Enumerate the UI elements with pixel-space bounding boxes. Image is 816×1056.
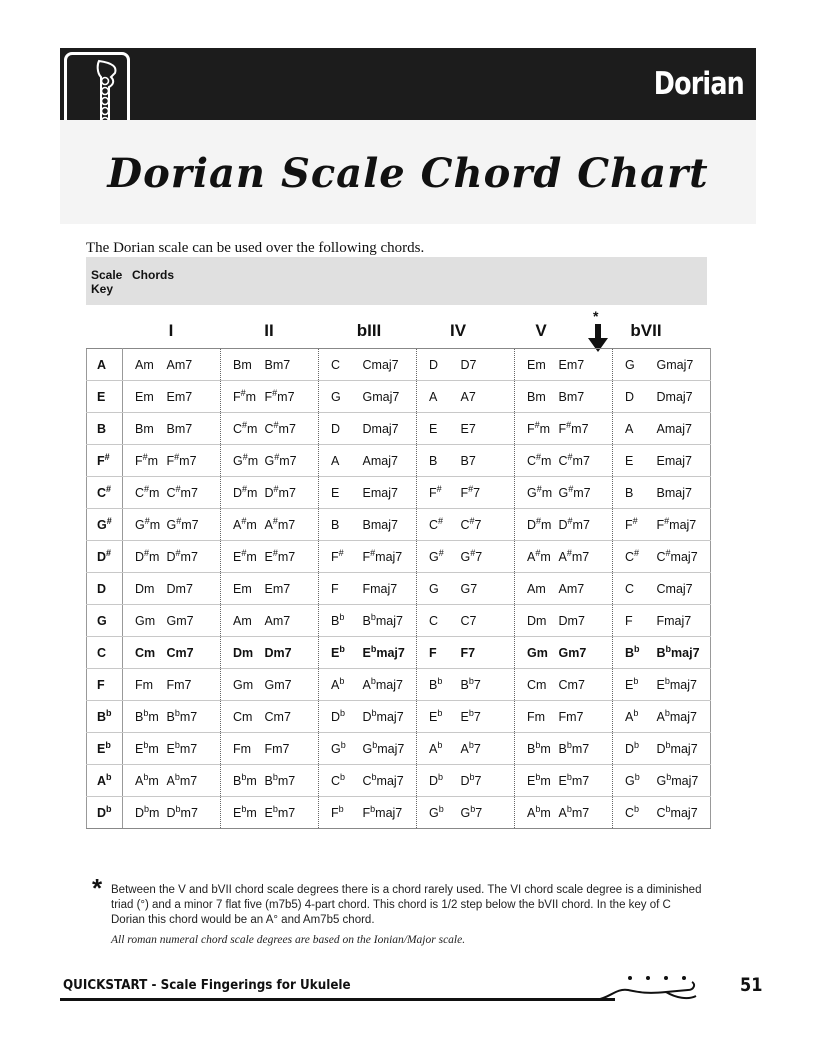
chord-cell: C#m <box>221 413 265 445</box>
chord-cell: Gmaj7 <box>363 381 417 413</box>
chord-cell: Em <box>515 349 559 381</box>
page-number: 51 <box>740 974 763 996</box>
table-row <box>87 669 711 701</box>
chord-cell: G#m <box>123 509 167 541</box>
chord-cell: $D^bm7$ <box>167 797 221 829</box>
chord-cell: $G^b7$ <box>461 797 515 829</box>
chord-cell: C#m <box>515 445 559 477</box>
chord-cell: F <box>319 573 363 605</box>
chord-cell: B <box>417 445 461 477</box>
chord-cell: Gm <box>123 605 167 637</box>
chord-cell: Emaj7 <box>657 445 711 477</box>
chord-cell: $C^b$ <box>319 765 363 797</box>
chord-cell: $G^b$ <box>319 733 363 765</box>
chord-cell: F#m <box>123 445 167 477</box>
chord-cell: $B^bm7$ <box>559 733 613 765</box>
chord-cell: F#m7 <box>167 445 221 477</box>
chord-cell: Dmaj7 <box>363 413 417 445</box>
chord-cell: $G^b$ <box>417 797 461 829</box>
chord-cell: D#m <box>123 541 167 573</box>
chord-cell: $B^bm$ <box>221 765 265 797</box>
chord-cell: $G^bmaj7$ <box>363 733 417 765</box>
chord-cell: G#m7 <box>167 509 221 541</box>
table-row <box>87 349 711 381</box>
scale-key: G <box>87 605 123 637</box>
chord-cell: $A^b$ <box>417 733 461 765</box>
scale-key-label <box>91 268 127 296</box>
chord-cell: Bm <box>123 413 167 445</box>
footnote-text: Between the V and bVII chord scale degrees there is a chord rarely used. The VI chord scale degree is a diminished triad (°) and a minor 7 flat five (m7b5) 4-part chord. This chord is 1/2 step below the bVII chord. In the key of C Dorian this chord would be an A° and Am7b5 chord. <box>111 884 702 926</box>
chord-cell: C#maj7 <box>657 541 711 573</box>
chord-cell: $D^bm$ <box>123 797 167 829</box>
chord-cell: Dm <box>123 573 167 605</box>
chord-cell: A7 <box>461 381 515 413</box>
chord-cell: $D^bmaj7$ <box>363 701 417 733</box>
section-title: Dorian <box>653 66 744 102</box>
chord-cell: $C^bmaj7$ <box>657 797 711 829</box>
chord-cell: G#m <box>515 477 559 509</box>
chord-cell: Em7 <box>559 349 613 381</box>
chord-cell: Am <box>515 573 559 605</box>
chord-cell: $B^b$ <box>613 637 657 669</box>
chord-cell: Dm <box>221 637 265 669</box>
chord-cell: Em <box>221 573 265 605</box>
chord-cell: $A^bm7$ <box>559 797 613 829</box>
chord-cell: Em7 <box>167 381 221 413</box>
table-row <box>87 445 711 477</box>
chord-cell: Am7 <box>167 349 221 381</box>
chord-cell: D#m <box>221 477 265 509</box>
chord-table <box>86 348 711 829</box>
chord-cell: A#m <box>515 541 559 573</box>
chord-cell: F# <box>319 541 363 573</box>
chord-cell: $A^bmaj7$ <box>657 701 711 733</box>
chord-cell: C#7 <box>461 509 515 541</box>
chord-cell: E <box>417 413 461 445</box>
chord-cell: Am7 <box>559 573 613 605</box>
chord-cell: F# <box>613 509 657 541</box>
chord-cell: Amaj7 <box>657 413 711 445</box>
ukulele-neck-icon <box>596 970 706 1006</box>
chord-cell: A#m7 <box>559 541 613 573</box>
chord-cell: $G^b$ <box>613 765 657 797</box>
chord-cell: Amaj7 <box>363 445 417 477</box>
chord-cell: Cm7 <box>265 701 319 733</box>
page-title: Dorian Scale Chord Chart <box>107 150 709 197</box>
chord-cell: Bmaj7 <box>657 477 711 509</box>
table-row <box>87 509 711 541</box>
chord-cell: F#maj7 <box>363 541 417 573</box>
chord-cell: C <box>319 349 363 381</box>
chord-cell: Am <box>123 349 167 381</box>
chord-cell: A#m7 <box>265 509 319 541</box>
footer-title: QUICKSTART - Scale Fingerings for Ukulele <box>63 978 351 993</box>
chord-cell: Dmaj7 <box>657 381 711 413</box>
degree-label: II <box>264 321 274 340</box>
chord-cell: $C^b$ <box>613 797 657 829</box>
chord-cell: $E^bmaj7$ <box>363 637 417 669</box>
chord-cell: G7 <box>461 573 515 605</box>
chord-cell: $D^bmaj7$ <box>657 733 711 765</box>
chord-cell: C <box>417 605 461 637</box>
chord-cell: D7 <box>461 349 515 381</box>
chord-cell: F#maj7 <box>657 509 711 541</box>
scale-key: E <box>87 381 123 413</box>
chord-cell: $A^bm7$ <box>167 765 221 797</box>
table-row <box>87 477 711 509</box>
chord-cell: B <box>319 509 363 541</box>
chord-cell: G <box>613 349 657 381</box>
chord-cell: $F^bmaj7$ <box>363 797 417 829</box>
chord-cell: Dm7 <box>559 605 613 637</box>
chord-cell: Fm <box>515 701 559 733</box>
chord-cell: $B^bmaj7$ <box>363 605 417 637</box>
chord-cell: Cm <box>515 669 559 701</box>
header-band <box>60 48 756 120</box>
asterisk-marker: * <box>593 308 599 324</box>
footnote-asterisk: * <box>92 873 103 903</box>
chord-cell: D#m <box>515 509 559 541</box>
chord-cell: $D^b$ <box>319 701 363 733</box>
chord-cell: Bm7 <box>559 381 613 413</box>
chord-cell: $B^b7$ <box>461 669 515 701</box>
chord-cell: $A^bmaj7$ <box>363 669 417 701</box>
chord-cell: D#m7 <box>167 541 221 573</box>
chord-cell: D <box>319 413 363 445</box>
chord-cell: $G^bmaj7$ <box>657 765 711 797</box>
scale-key: D# <box>87 541 123 573</box>
chord-cell: Cmaj7 <box>657 573 711 605</box>
chord-cell: C#m <box>123 477 167 509</box>
chord-cell: Dm <box>515 605 559 637</box>
table-row <box>87 541 711 573</box>
chord-cell: F#m <box>221 381 265 413</box>
chord-cell: F#7 <box>461 477 515 509</box>
chord-cell: Gmaj7 <box>657 349 711 381</box>
chord-cell: Fm <box>221 733 265 765</box>
chord-cell: D <box>613 381 657 413</box>
chord-cell: G#m <box>221 445 265 477</box>
table-row <box>87 605 711 637</box>
chord-cell: $B^bmaj7$ <box>657 637 711 669</box>
chord-cell: A <box>417 381 461 413</box>
chord-cell: Gm7 <box>265 669 319 701</box>
chord-cell: G# <box>417 541 461 573</box>
chord-cell: $F^b$ <box>319 797 363 829</box>
chord-cell: C#m7 <box>167 477 221 509</box>
chord-cell: C# <box>613 541 657 573</box>
table-row <box>87 413 711 445</box>
chord-cell: G#m7 <box>265 445 319 477</box>
chord-cell: Bm <box>221 349 265 381</box>
chord-cell: C7 <box>461 605 515 637</box>
chord-cell: E#m7 <box>265 541 319 573</box>
chord-cell: Bm7 <box>167 413 221 445</box>
chord-cell: B7 <box>461 445 515 477</box>
degree-label: V <box>535 321 547 340</box>
chord-cell: F#m <box>515 413 559 445</box>
scale-key: F# <box>87 445 123 477</box>
chord-cell: Em7 <box>265 573 319 605</box>
chord-cell: $B^bm7$ <box>167 701 221 733</box>
chord-cell: D#m7 <box>559 509 613 541</box>
chord-cell: G <box>319 381 363 413</box>
chord-cell: Cm <box>123 637 167 669</box>
chord-cell: $E^b$ <box>319 637 363 669</box>
chord-cell: G <box>417 573 461 605</box>
chord-cell: $E^bm7$ <box>265 797 319 829</box>
table-row <box>87 797 711 829</box>
chord-cell: Em <box>123 381 167 413</box>
chord-cell: Bmaj7 <box>363 509 417 541</box>
chord-cell: $E^bm$ <box>515 765 559 797</box>
chord-cell: F <box>417 637 461 669</box>
chord-cell: A <box>319 445 363 477</box>
chord-cell: $A^b$ <box>613 701 657 733</box>
scale-key: $B^b$ <box>87 701 123 733</box>
scale-key-text: Scale Key <box>91 268 123 296</box>
scale-key: A <box>87 349 123 381</box>
chord-cell: $B^b$ <box>417 669 461 701</box>
chord-cell: $E^bmaj7$ <box>657 669 711 701</box>
chord-cell: D <box>417 349 461 381</box>
scale-key: $D^b$ <box>87 797 123 829</box>
scale-key: B <box>87 413 123 445</box>
table-row <box>87 701 711 733</box>
chord-cell: E7 <box>461 413 515 445</box>
table-row <box>87 573 711 605</box>
chord-cell: Bm7 <box>265 349 319 381</box>
table-row <box>87 733 711 765</box>
scale-key: F <box>87 669 123 701</box>
chord-cell: $B^bm$ <box>515 733 559 765</box>
chord-cell: $B^bm7$ <box>265 765 319 797</box>
table-row <box>87 765 711 797</box>
chord-cell: $A^b$ <box>319 669 363 701</box>
chord-cell: Bm <box>515 381 559 413</box>
chord-cell: F <box>613 605 657 637</box>
footnote-note: All roman numeral chord scale degrees are based on the Ionian/Major scale. <box>111 934 466 946</box>
chord-cell: Gm7 <box>559 637 613 669</box>
degree-label: bVII <box>630 321 662 340</box>
chord-cell: $E^bm7$ <box>167 733 221 765</box>
table-row <box>87 381 711 413</box>
chord-cell: Fmaj7 <box>363 573 417 605</box>
chord-cell: E#m <box>221 541 265 573</box>
chord-cell: Cm7 <box>167 637 221 669</box>
chord-cell: $B^bm$ <box>123 701 167 733</box>
chord-cell: B <box>613 477 657 509</box>
chord-cell: F7 <box>461 637 515 669</box>
chord-cell: D#m7 <box>265 477 319 509</box>
footer-rule <box>60 998 615 1001</box>
chord-cell: $A^b7$ <box>461 733 515 765</box>
chord-cell: Cm7 <box>559 669 613 701</box>
chord-cell: A <box>613 413 657 445</box>
chord-cell: Gm <box>221 669 265 701</box>
chord-cell: G#m7 <box>559 477 613 509</box>
chord-cell: Fm7 <box>167 669 221 701</box>
key-bar <box>86 257 707 305</box>
chord-cell: $A^bm$ <box>515 797 559 829</box>
chord-cell: $D^b7$ <box>461 765 515 797</box>
chord-cell: Gm7 <box>167 605 221 637</box>
chord-cell: Am <box>221 605 265 637</box>
degree-label: I <box>168 321 174 340</box>
scale-key: C <box>87 637 123 669</box>
chords-label: Chords <box>132 268 174 282</box>
chord-cell: F# <box>417 477 461 509</box>
chord-cell: Fm7 <box>559 701 613 733</box>
chord-cell: $E^bm7$ <box>559 765 613 797</box>
chord-cell: $A^bm$ <box>123 765 167 797</box>
scale-key: $A^b$ <box>87 765 123 797</box>
chord-cell: C#m7 <box>265 413 319 445</box>
chord-cell: Dm7 <box>265 637 319 669</box>
chord-cell: C# <box>417 509 461 541</box>
chord-cell: Fm7 <box>265 733 319 765</box>
scale-key: G# <box>87 509 123 541</box>
chord-cell: $B^b$ <box>319 605 363 637</box>
chord-cell: Cmaj7 <box>363 349 417 381</box>
chord-cell: F#m7 <box>265 381 319 413</box>
scale-key: $E^b$ <box>87 733 123 765</box>
chord-cell: F#m7 <box>559 413 613 445</box>
scale-key: D <box>87 573 123 605</box>
table-row <box>87 637 711 669</box>
degree-label: IV <box>449 321 467 340</box>
chord-cell: Cm <box>221 701 265 733</box>
chord-cell: G#7 <box>461 541 515 573</box>
chord-cell: $E^bm$ <box>221 797 265 829</box>
chord-cell: $D^b$ <box>613 733 657 765</box>
chord-cell: C#m7 <box>559 445 613 477</box>
chord-cell: E <box>319 477 363 509</box>
scale-key: C# <box>87 477 123 509</box>
chord-cell: $E^b7$ <box>461 701 515 733</box>
chord-cell: Gm <box>515 637 559 669</box>
chord-cell: Emaj7 <box>363 477 417 509</box>
degree-label: bIII <box>356 321 382 340</box>
chord-cell: A#m <box>221 509 265 541</box>
chord-cell: Am7 <box>265 605 319 637</box>
chord-cell: Fmaj7 <box>657 605 711 637</box>
chord-cell: $D^b$ <box>417 765 461 797</box>
intro-text: The Dorian scale can be used over the following chords. <box>86 240 425 256</box>
chord-cell: Dm7 <box>167 573 221 605</box>
chord-cell: $E^b$ <box>417 701 461 733</box>
chord-cell: C <box>613 573 657 605</box>
chord-cell: E <box>613 445 657 477</box>
chord-cell: $E^b$ <box>613 669 657 701</box>
chord-cell: $E^bm$ <box>123 733 167 765</box>
chord-cell: $C^bmaj7$ <box>363 765 417 797</box>
chord-cell: Fm <box>123 669 167 701</box>
